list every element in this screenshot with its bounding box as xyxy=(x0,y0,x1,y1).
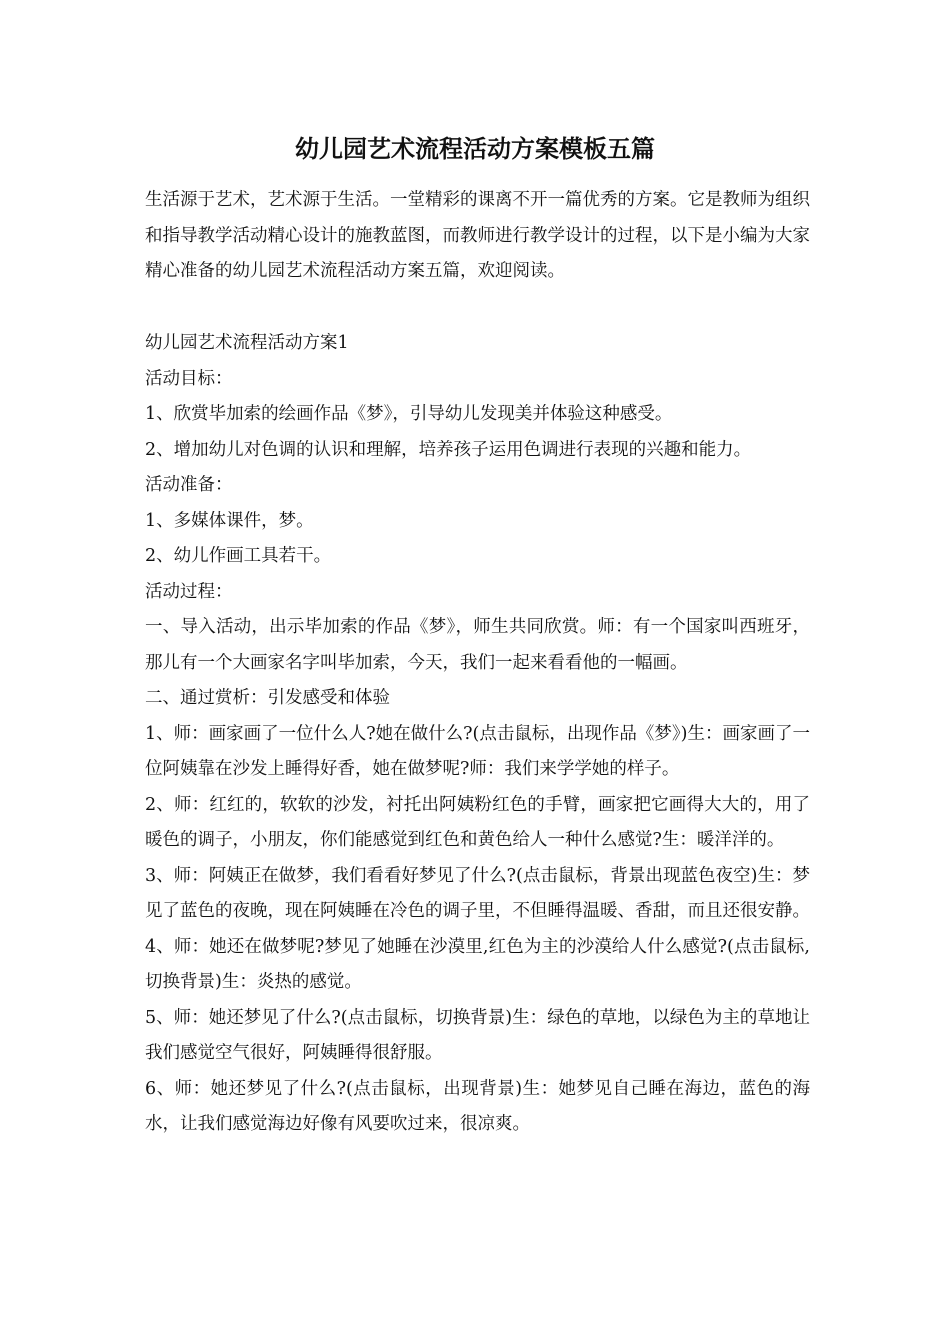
intro-paragraph xyxy=(145,183,810,290)
process-paragraph: 1、师：画家画了一位什么人?她在做什么?(点击鼠标，出现作品《梦》)生：画家画了一位阿姨靠在沙发上睡得好香，她在做梦呢?师：我们来学学她的样子。 xyxy=(145,723,810,779)
goal-item: 1、欣赏毕加索的绘画作品《梦》，引导幼儿发现美并体验这种感受。 xyxy=(145,404,673,424)
process-paragraph: 6、师：她还梦见了什么?(点击鼠标，出现背景)生：她梦见自己睡在海边，蓝色的海水，让我们感觉海边好像有风要吹过来，很凉爽。 xyxy=(145,1078,810,1134)
preparation-item: 1、多媒体课件，梦。 xyxy=(145,510,314,531)
process-paragraph: 5、师：她还梦见了什么?(点击鼠标，切换背景)生：绿色的草地，以绿色为主的草地让我们感觉空气很好，阿姨睡得很舒服。 xyxy=(145,1007,810,1063)
process-paragraph: 3、师：阿姨正在做梦，我们看看好梦见了什么?(点击鼠标，背景出现蓝色夜空)生：梦见了蓝色的夜晚，现在阿姨睡在冷色的调子里，不但睡得温暖、香甜，而且还很安静。 xyxy=(145,865,810,921)
document-title: 幼儿园艺术流程活动方案模板五篇 xyxy=(295,134,655,163)
preparation-item: 2、幼儿作画工具若干。 xyxy=(145,546,332,566)
subheading-preparation: 活动准备： xyxy=(145,475,233,495)
intro-text: 生活源于艺术，艺术源于生活。一堂精彩的课离不开一篇优秀的方案。它是教师为组织和指导教学活动精心设计的施教蓝图，而教师进行教学设计的过程，以下是小编为大家精心准备的幼儿园艺术流程活动方案五篇，欢迎阅读。 xyxy=(145,190,810,281)
subheading-process: 活动过程： xyxy=(145,581,233,602)
process-paragraph: 一、导入活动，出示毕加索的作品《梦》，师生共同欣赏。师：有一个国家叫西班牙，那儿有一个大画家名字叫毕加索，今天，我们一起来看看他的一幅画。 xyxy=(145,617,810,673)
document-body xyxy=(145,326,810,1143)
section-heading: 幼儿园艺术流程活动方案1 xyxy=(145,333,349,353)
subheading-goals: 活动目标： xyxy=(145,368,233,389)
process-paragraph: 4、师：她还在做梦呢?梦见了她睡在沙漠里,红色为主的沙漠给人什么感觉?(点击鼠标,切换背景)生：炎热的感觉。 xyxy=(145,936,810,992)
process-paragraph: 2、师：红红的，软软的沙发，衬托出阿姨粉红色的手臂，画家把它画得大大的，用了暖色的调子，小朋友，你们能感觉到红色和黄色给人一种什么感觉?生：暖洋洋的。 xyxy=(145,794,810,850)
process-paragraph: 二、通过赏析：引发感受和体验 xyxy=(145,688,390,708)
goal-item: 2、增加幼儿对色调的认识和理解，培养孩子运用色调进行表现的兴趣和能力。 xyxy=(145,439,752,460)
